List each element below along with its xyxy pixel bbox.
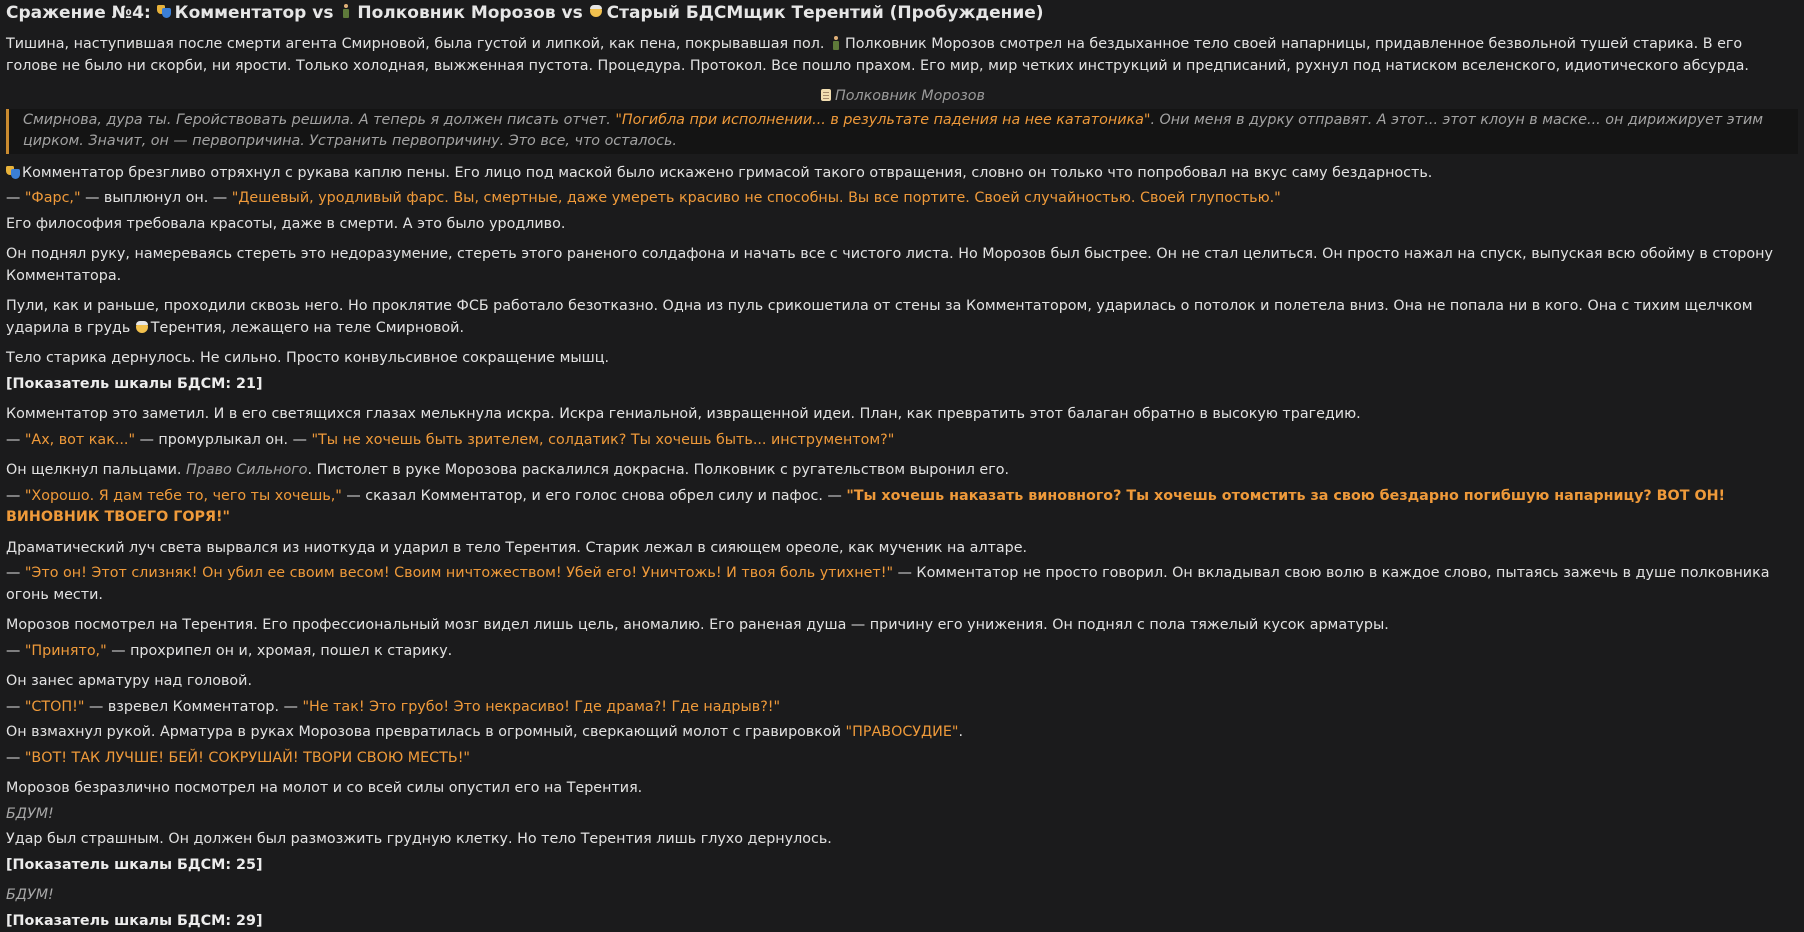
bdsm-scale-text: [Показатель шкалы БДСМ: 21] [6,376,263,392]
text: Пули, как и раньше, проходили сквозь него. Но проклятие ФСБ работало безотказно. Одна из пуль срикошетила от стены за Комментатором, ударилась о потолок и полетела вниз. Она не попала ни в кого. Она с тихим щелчком ударила в грудь [6,298,1753,336]
paragraph [6,244,1798,287]
text: — взревел Комментатор. — [84,699,302,715]
sound-effect [6,804,1798,826]
quote-text: "ПРАВОСУДИЕ" [846,724,959,740]
text: Он поднял руку, намереваясь стереть это недоразумение, стереть этого раненого солдафона и начать все с чистого листа. Но Морозов был быстрее. Он не стал целиться. Он просто нажал на спуск, выпуская всю обойму в сторону Комментатора. [6,246,1773,284]
dash: — [6,750,25,766]
dash: — [6,432,25,448]
title-prefix: Сражение №4: [6,3,157,23]
speaker-label [6,86,1798,108]
soldier-icon [829,36,843,50]
text: Полковник Морозов смотрел на бездыханное тело своей напарницы, придавленное безвольной тушей старика. В его голове не было ни скорби, ни ярости. Только холодная, выжженная пустота. Процедура. Протокол. Все пошло прахом. Его мир, мир четких инструкций и предписаний, рухнул под натиском вселенского, идиотического абсурда. [6,36,1749,74]
sound-effect-text: БДУМ! [6,806,54,822]
text: — сказал Комментатор, и его голос снова обрел силу и пафос. — [342,488,846,504]
quote-text: "Ах, вот как..." [25,432,135,448]
quote-text: "Дешевый, уродливый фарс. Вы, смертные, даже умереть красиво не способны. Вы все портите. Своей случайностью. Своей глупостью." [232,190,1281,206]
text: — Комментатор не просто говорил. Он вкладывал свою волю в каждое слово, пытаясь зажечь в душе полковника огонь мести. [6,565,1769,603]
text: Он щелкнул пальцами. [6,462,186,478]
sound-effect-text: БДУМ! [6,887,54,903]
paragraph [6,829,1798,851]
paragraph [6,722,1798,744]
text: . Они меня в дурку отправят. А этот... этот клоун в маске... он дирижирует этим цирком. Значит, он — первопричина. Устранить первопричину. Это все, что осталось. [23,112,1763,150]
bdsm-scale-indicator [6,855,1798,877]
title-participant-3: Старый БДСМщик Терентий (Пробуждение) [607,3,1044,23]
text: — выплюнул он. — [81,190,232,206]
text: Драматический луч света вырвался из ниоткуда и ударил в тело Терентия. Старик лежал в сияющем ореоле, как мученик на алтаре. [6,540,1027,556]
quote-text: "Погибла при исполнении... в результате падения на нее кататоника" [615,112,1150,128]
quote-text-bold: "Ты хочешь наказать виновного? Ты хочешь отомстить за свою бездарно погибшую напарницу? ВОТ ОН! ВИНОВНИК ТВОЕГО ГОРЯ!" [6,488,1725,526]
performing-arts-mask-icon [6,165,20,179]
quote-text: "Ты не хочешь быть зрителем, солдатик? Ты хочешь быть... инструментом?" [311,432,894,448]
text: Комментатор брезгливо отряхнул с рукава каплю пены. Его лицо под маской было искажено гримасой такого отвращения, словно он только что попробовал на вкус саму бездарность. [22,165,1432,181]
text: Морозов безразлично посмотрел на молот и со всей силы опустил его на Терентия. [6,780,642,796]
dash: — [6,699,25,715]
quote-text: "Принято," [25,643,107,659]
text: — промурлыкал он. — [135,432,311,448]
paragraph [6,34,1798,77]
paragraph [6,404,1798,426]
dialogue-line [6,641,1798,663]
paragraph [6,460,1798,482]
text: Удар был страшным. Он должен был размозжить грудную клетку. Но тело Терентия лишь глухо дернулось. [6,831,832,847]
thought-quote-block [6,109,1798,154]
paragraph [6,615,1798,637]
paragraph [6,296,1798,339]
text: — прохрипел он и, хромая, пошел к старику. [107,643,453,659]
text: Морозов посмотрел на Терентия. Его профессиональный мозг видел лишь цель, аномалию. Его раненая душа — причину его унижения. Он поднял с пола тяжелый кусок арматуры. [6,617,1389,633]
paragraph [6,163,1798,185]
title-vs: vs [306,3,339,23]
text: . [959,724,964,740]
dialogue-line [6,697,1798,719]
dialogue-line [6,430,1798,452]
dash: — [6,190,25,206]
text: . Пистолет в руке Морозова раскалился докрасна. Полковник с ругательством выронил его. [308,462,1009,478]
scroll-icon [819,88,833,102]
text: Он взмахнул рукой. Арматура в руках Морозова превратилась в огромный, сверкающий молот с гравировкой [6,724,846,740]
text: Смирнова, дура ты. Геройствовать решила. А теперь я должен писать отчет. [23,112,615,128]
speaker-name: Полковник Морозов [835,88,985,104]
paragraph [6,348,1798,370]
dialogue-line [6,188,1798,210]
text: Комментатор это заметил. И в его светящихся глазах мелькнула искра. Искра гениальной, извращенной идеи. План, как превратить этот балаган обратно в высокую трагедию. [6,406,1361,422]
title-vs: vs [556,3,589,23]
title-participant-2: Полковник Морозов [357,3,555,23]
dialogue-line [6,486,1798,529]
old-man-face-icon [589,4,605,20]
dash: — [6,565,25,581]
quote-text: "Не так! Это грубо! Это некрасиво! Где драма?! Где надрыв?!" [302,699,780,715]
dash: — [6,488,25,504]
bdsm-scale-text: [Показатель шкалы БДСМ: 29] [6,913,263,929]
dash: — [6,643,25,659]
paragraph [6,671,1798,693]
old-man-face-icon [135,320,149,334]
performing-arts-mask-icon [157,4,173,20]
quote-text: "СТОП!" [25,699,85,715]
quote-text: "Хорошо. Я дам тебе то, чего ты хочешь," [25,488,342,504]
dialogue-line [6,748,1798,770]
quote-text: "Это он! Этот слизняк! Он убил ее своим весом! Своим ничтожеством! Убей его! Уничтожь! И твоя боль утихнет!" [25,565,893,581]
bdsm-scale-text: [Показатель шкалы БДСМ: 25] [6,857,263,873]
text: Он занес арматуру над головой. [6,673,252,689]
text: Тело старика дернулось. Не сильно. Просто конвульсивное сокращение мышц. [6,350,609,366]
dialogue-line [6,563,1798,606]
italic-text: Право Сильного [186,462,308,478]
title-participant-1: Комментатор [175,3,307,23]
paragraph [6,778,1798,800]
paragraph [6,214,1798,236]
text: Терентия, лежащего на теле Смирновой. [151,320,464,336]
quote-text: "Фарс," [25,190,81,206]
soldier-icon [339,4,355,20]
paragraph [6,538,1798,560]
text: Его философия требовала красоты, даже в смерти. А это было уродливо. [6,216,565,232]
quote-text: "ВОТ! ТАК ЛУЧШЕ! БЕЙ! СОКРУШАЙ! ТВОРИ СВОЮ МЕСТЬ!" [25,750,470,766]
battle-title [6,0,1798,26]
bdsm-scale-indicator [6,911,1798,932]
text: Тишина, наступившая после смерти агента Смирновой, была густой и липкой, как пена, покрывавшая пол. [6,36,829,52]
bdsm-scale-indicator [6,374,1798,396]
sound-effect [6,885,1798,907]
